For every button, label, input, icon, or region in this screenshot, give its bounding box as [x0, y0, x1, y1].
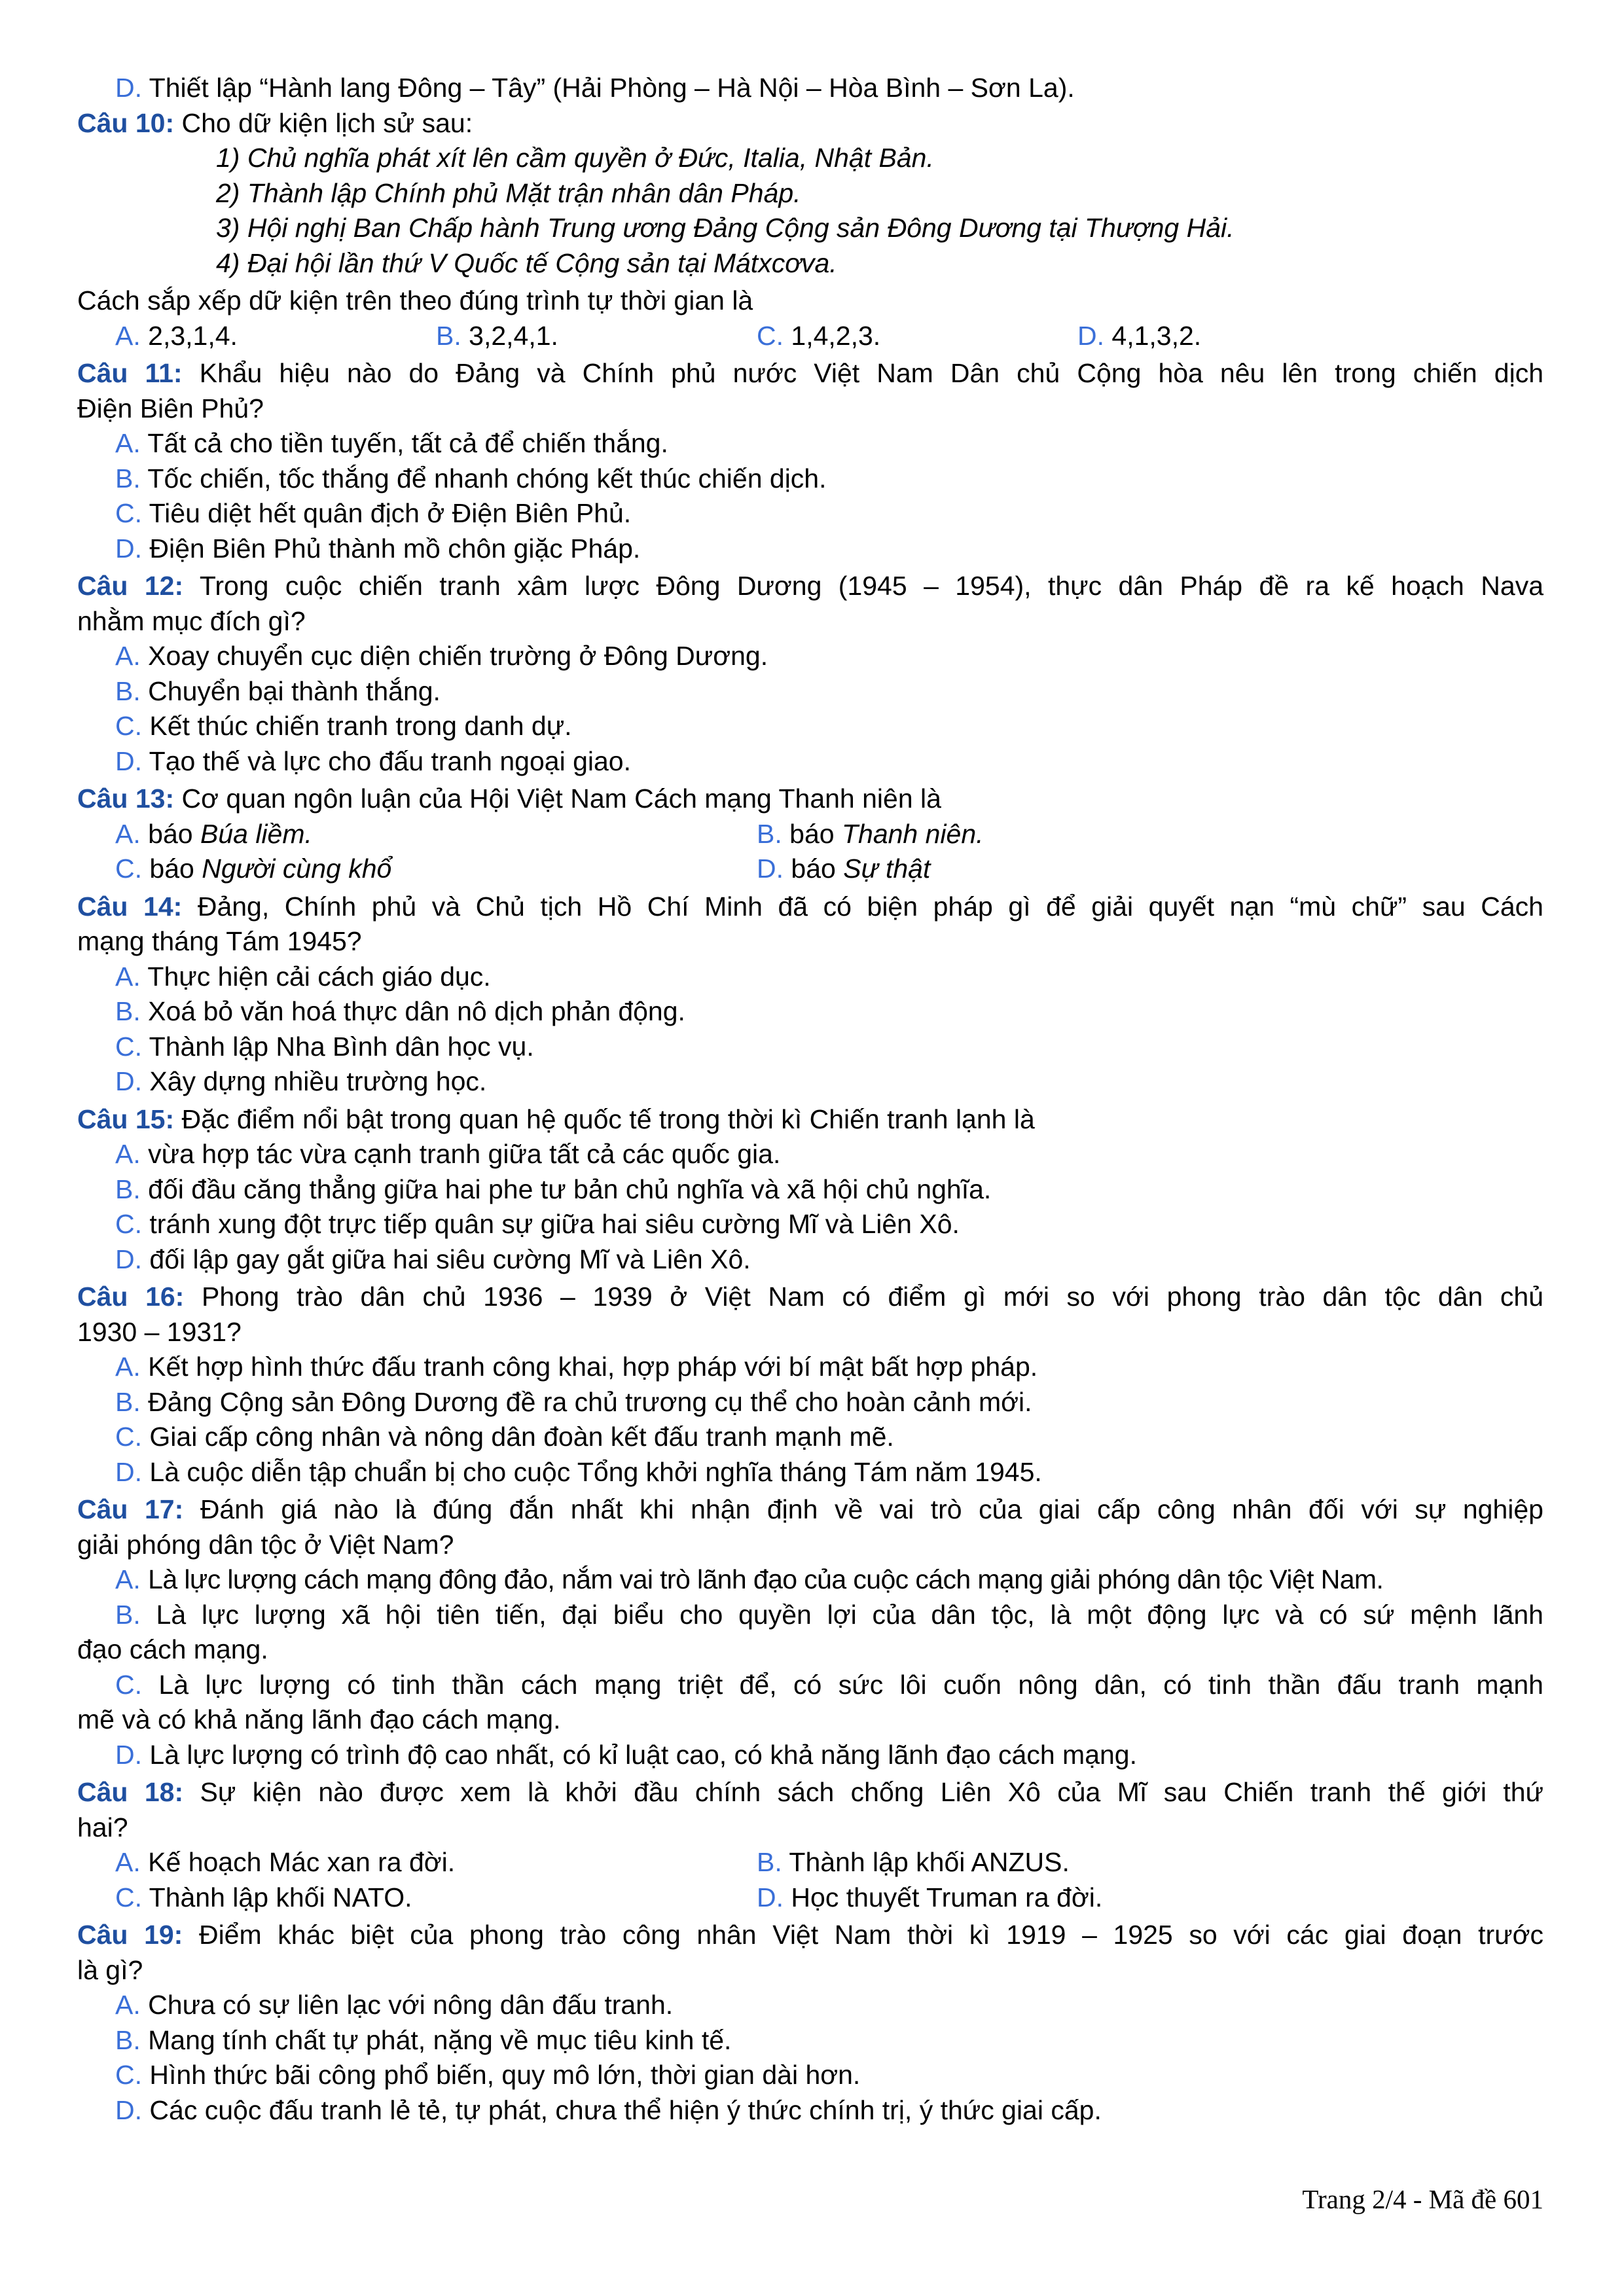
q16-stem-cont: 1930 – 1931?	[77, 1316, 242, 1347]
q16-stem: Câu 16: Phong trào dân chủ 1936 – 1939 ở Việt Nam có điểm gì mới so với phong trào dân tộc dân chủ	[77, 1282, 1543, 1312]
q18-options-row1	[77, 1845, 1543, 1880]
q18-options-row2	[77, 1880, 1543, 1916]
page-footer: Trang 2/4 - Mã đề 601	[1302, 2184, 1543, 2214]
q15-stem: Câu 15: Đặc điểm nổi bật trong quan hệ quốc tế trong thời kì Chiến tranh lạnh là	[77, 1103, 1035, 1134]
q19-option-d: D. Các cuộc đấu tranh lẻ tẻ, tự phát, chưa thể hiện ý thức chính trị, ý thức giai cấp.	[115, 2094, 1102, 2125]
q13-option-d: D. báo Sự thật	[757, 853, 931, 884]
q14-option-a: A. Thực hiện cải cách giáo dục.	[115, 961, 491, 992]
q12-option-c: C. Kết thúc chiến tranh trong danh dự.	[115, 711, 572, 741]
q13-options-row1	[77, 817, 1543, 852]
q10-label: Câu 10:	[77, 107, 175, 138]
q10-options	[77, 319, 1543, 354]
q17-stem: Câu 17: Đánh giá nào là đúng đắn nhất khi nhận định về vai trò của giai cấp công nhân đối với sự nghiệp	[77, 1494, 1543, 1524]
q10-option-d: D. 4,1,3,2.	[1077, 320, 1202, 351]
q18-option-b: B. Thành lập khối ANZUS.	[757, 1847, 1070, 1877]
q12-stem-cont: nhằm mục đích gì?	[77, 605, 306, 636]
q10-option-b: B. 3,2,4,1.	[436, 320, 558, 351]
q11-option-c: C. Tiêu diệt hết quân địch ở Điện Biên Phủ.	[115, 498, 632, 528]
q17-option-b: B. Là lực lượng xã hội tiên tiến, đại biểu cho quyền lợi của dân tộc, là một động lực và có sứ mệnh lãnh	[115, 1599, 1543, 1630]
exam-page	[77, 71, 1543, 2128]
q14-stem-cont: mạng tháng Tám 1945?	[77, 926, 362, 956]
q10-item: 1) Chủ nghĩa phát xít lên cầm quyền ở Đức, Italia, Nhật Bản.	[216, 143, 934, 173]
q15-option-a: A. vừa hợp tác vừa cạnh tranh giữa tất cả các quốc gia.	[115, 1139, 781, 1169]
q18-option-d: D. Học thuyết Truman ra đời.	[757, 1882, 1103, 1912]
q12-stem: Câu 12: Trong cuộc chiến tranh xâm lược Đông Dương (1945 – 1954), thực dân Pháp đề ra kế hoạch Nava	[77, 571, 1543, 601]
q10-question: Cách sắp xếp dữ kiện trên theo đúng trình tự thời gian là	[77, 285, 753, 315]
q11-option-a: A. Tất cả cho tiền tuyến, tất cả để chiến thắng.	[115, 428, 668, 458]
q17-option-c: C. Là lực lượng có tinh thần cách mạng triệt để, có sức lôi cuốn nông dân, có tinh thần đấu tranh mạnh	[115, 1669, 1543, 1700]
q11-stem-cont: Điện Biên Phủ?	[77, 393, 264, 423]
q19-option-b: B. Mang tính chất tự phát, nặng về mục tiêu kinh tế.	[115, 2024, 732, 2055]
q18-stem: Câu 18: Sự kiện nào được xem là khởi đầu chính sách chống Liên Xô của Mĩ sau Chiến tranh thế giới thứ	[77, 1777, 1543, 1807]
q10-option-c: C. 1,4,2,3.	[757, 320, 881, 351]
q17-stem-cont: giải phóng dân tộc ở Việt Nam?	[77, 1529, 454, 1560]
q12-option-d: D. Tạo thế và lực cho đấu tranh ngoại giao.	[115, 745, 631, 776]
q14-option-b: B. Xoá bỏ văn hoá thực dân nô dịch phản động.	[115, 996, 685, 1026]
q14-option-c: C. Thành lập Nha Bình dân học vụ.	[115, 1031, 534, 1062]
q17-option-a: A. Là lực lượng cách mạng đông đảo, nắm vai trò lãnh đạo của cuộc cách mạng giải phóng dân tộc Việt Nam.	[115, 1564, 1384, 1594]
q19-label: Câu 19:	[77, 1920, 183, 1950]
q14-stem: Câu 14: Đảng, Chính phủ và Chủ tịch Hồ Chí Minh đã có biện pháp gì để giải quyết nạn “mù chữ” sau Cách	[77, 891, 1543, 922]
q10-item: 3) Hội nghị Ban Chấp hành Trung ương Đảng Cộng sản Đông Dương tại Thượng Hải.	[216, 213, 1235, 243]
q16-option-c: C. Giai cấp công nhân và nông dân đoàn kết đấu tranh mạnh mẽ.	[115, 1422, 894, 1452]
q15-option-d: D. đối lập gay gắt giữa hai siêu cường Mĩ và Liên Xô.	[115, 1244, 751, 1274]
q12-option-a: A. Xoay chuyển cục diện chiến trường ở Đông Dương.	[115, 641, 768, 671]
q13-options-row2	[77, 852, 1543, 887]
q10-item: 2) Thành lập Chính phủ Mặt trận nhân dân Pháp.	[216, 177, 801, 208]
q19-stem-cont: là gì?	[77, 1954, 143, 1985]
q10-item: 4) Đại hội lần thứ V Quốc tế Cộng sản tại Mátxcơva.	[216, 247, 837, 278]
q13-option-b: B. báo Thanh niên.	[757, 818, 984, 849]
q10-stem: Câu 10: Cho dữ kiện lịch sử sau:	[77, 107, 473, 138]
q12-option-b: B. Chuyển bại thành thắng.	[115, 675, 441, 706]
q18-option-a: A. Kế hoạch Mác xan ra đời.	[115, 1847, 456, 1877]
q18-stem-cont: hai?	[77, 1812, 128, 1842]
q11-option-d: D. Điện Biên Phủ thành mồ chôn giặc Pháp.	[115, 533, 641, 564]
q16-label: Câu 16:	[77, 1282, 185, 1312]
q11-stem: Câu 11: Khẩu hiệu nào do Đảng và Chính phủ nước Việt Nam Dân chủ Cộng hòa nêu lên trong chiến dịch	[77, 358, 1543, 388]
q11-option-b: B. Tốc chiến, tốc thắng để nhanh chóng kết thúc chiến dịch.	[115, 463, 827, 493]
q15-option-c: C. tránh xung đột trực tiếp quân sự giữa hai siêu cường Mĩ và Liên Xô.	[115, 1209, 960, 1239]
q14-option-d: D. Xây dựng nhiều trường học.	[115, 1066, 487, 1096]
q19-option-a: A. Chưa có sự liên lạc với nông dân đấu tranh.	[115, 1990, 674, 2020]
q10-option-a: A. 2,3,1,4.	[115, 320, 238, 351]
q17-option-b-cont: đạo cách mạng.	[77, 1634, 268, 1664]
q15-label: Câu 15:	[77, 1103, 175, 1134]
q9-option-d: D. Thiết lập “Hành lang Đông – Tây” (Hải Phòng – Hà Nội – Hòa Bình – Sơn La).	[115, 73, 1075, 103]
q16-option-a: A. Kết hợp hình thức đấu tranh công khai, hợp pháp với bí mật bất hợp pháp.	[115, 1352, 1038, 1382]
q16-option-b: B. Đảng Cộng sản Đông Dương đề ra chủ trương cụ thể cho hoàn cảnh mới.	[115, 1386, 1032, 1417]
q18-option-c: C. Thành lập khối NATO.	[115, 1882, 412, 1912]
q13-option-a: A. báo Búa liềm.	[115, 818, 312, 849]
q13-label: Câu 13:	[77, 783, 175, 814]
q19-stem: Câu 19: Điểm khác biệt của phong trào công nhân Việt Nam thời kì 1919 – 1925 so với các giai đoạn trước	[77, 1920, 1543, 1950]
q16-option-d: D. Là cuộc diễn tập chuẩn bị cho cuộc Tổng khởi nghĩa tháng Tám năm 1945.	[115, 1456, 1042, 1487]
q15-option-b: B. đối đầu căng thẳng giữa hai phe tư bản chủ nghĩa và xã hội chủ nghĩa.	[115, 1174, 992, 1204]
q17-label: Câu 17:	[77, 1494, 184, 1524]
q18-label: Câu 18:	[77, 1777, 184, 1807]
q17-option-c-cont: mẽ và có khả năng lãnh đạo cách mạng.	[77, 1704, 561, 1734]
q13-option-c: C. báo Người cùng khổ	[115, 853, 392, 884]
q12-label: Câu 12:	[77, 571, 184, 601]
q13-stem: Câu 13: Cơ quan ngôn luận của Hội Việt Nam Cách mạng Thanh niên là	[77, 783, 941, 814]
q11-label: Câu 11:	[77, 358, 183, 388]
q19-option-c: C. Hình thức bãi công phổ biến, quy mô lớn, thời gian dài hơn.	[115, 2060, 861, 2090]
q17-option-d: D. Là lực lượng có trình độ cao nhất, có kỉ luật cao, có khả năng lãnh đạo cách mạng.	[115, 1739, 1137, 1770]
q14-label: Câu 14:	[77, 891, 183, 922]
